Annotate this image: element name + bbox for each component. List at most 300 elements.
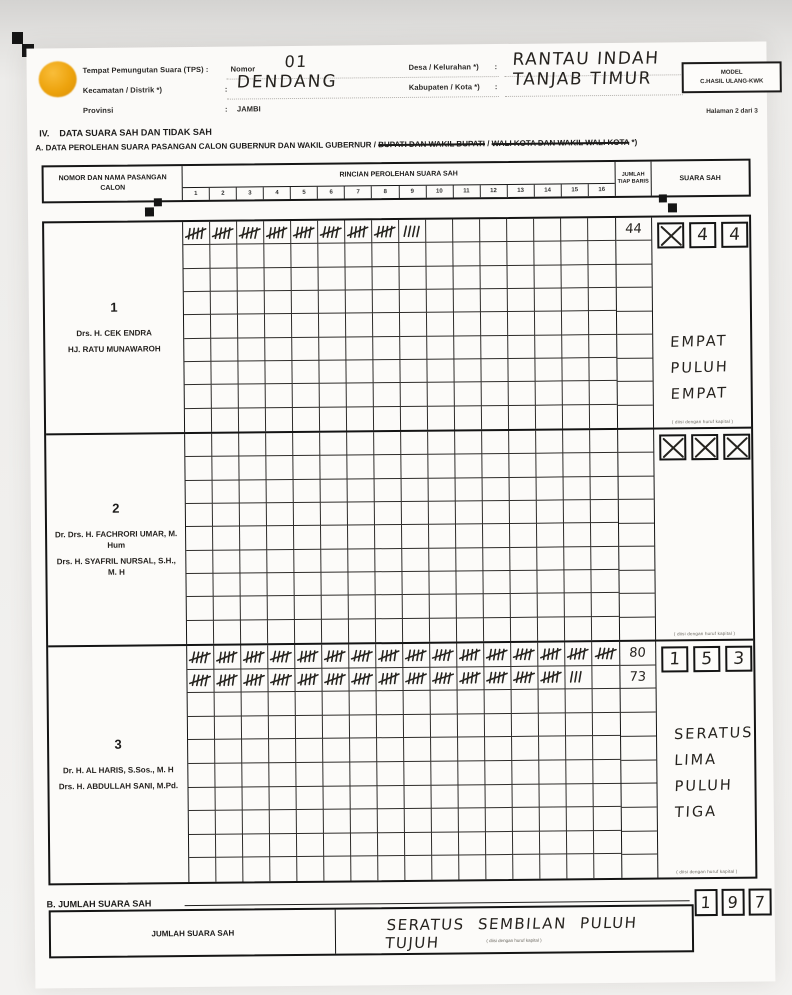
tally-cell (401, 383, 428, 407)
tally-cell (295, 645, 322, 669)
tally-cell (456, 478, 483, 502)
tally-cell (481, 336, 508, 360)
jumlah-suara-sah-boxes (695, 888, 772, 916)
tally-cell (400, 290, 427, 314)
tally-cell (399, 243, 426, 267)
tally-cell (293, 407, 320, 431)
tally-cell (377, 691, 404, 715)
suara-sah-cell (654, 429, 753, 640)
candidate-block (46, 429, 753, 648)
registration-mark (12, 32, 23, 44)
tally-cell (241, 669, 268, 693)
tally-cell (508, 289, 535, 313)
tally-cell (588, 218, 615, 242)
jumlah-suara-sah-label: JUMLAH SUARA SAH (51, 910, 336, 957)
tally-cell (455, 455, 482, 479)
tally-cell (184, 315, 211, 339)
tally-cell (319, 314, 346, 338)
tally-mark (350, 648, 374, 664)
tally-cell (482, 406, 509, 430)
tally-cell (482, 454, 509, 478)
tally-cell (427, 266, 454, 290)
tally-cell (402, 478, 429, 502)
tally-cell (405, 856, 432, 880)
tally-cell (210, 222, 237, 246)
tally-cell (428, 431, 455, 455)
tally-cell (539, 690, 566, 714)
candidate-names-cell (44, 222, 185, 433)
tally-cell (185, 457, 212, 481)
tally-cell (264, 244, 291, 268)
jumlah-suara-sah-digit-handwritten: 1 (700, 893, 712, 913)
tally-mark (373, 224, 397, 239)
tally-cell (429, 525, 456, 549)
tally-cell (374, 432, 401, 456)
tally-cell (321, 526, 348, 550)
tally-cell (564, 477, 591, 501)
tally-cell (429, 571, 456, 595)
tally-mark (458, 670, 483, 686)
tally-mark (350, 671, 374, 687)
tally-cell (376, 619, 403, 643)
tally-cell (270, 857, 297, 881)
jumlah-cell (617, 311, 652, 335)
jumlah-cell (619, 570, 654, 594)
tally-cell (510, 501, 537, 525)
tally-cell (455, 383, 482, 407)
tally-cell (319, 291, 346, 315)
suara-sah-digit-handwritten: 1 (668, 649, 681, 670)
kabupaten-label: Kabupaten / Kota *) (408, 82, 480, 92)
tally-cell (266, 384, 293, 408)
tally-cell (240, 527, 267, 551)
tally-cell (594, 854, 621, 878)
jumlah-cell (619, 500, 654, 524)
tally-cell (403, 595, 430, 619)
tally-cell (242, 716, 269, 740)
jumlah-value: 80 (629, 645, 647, 661)
tally-mark (211, 225, 235, 240)
tally-mark (566, 646, 590, 661)
tally-cell (566, 689, 593, 713)
tally-cell (291, 244, 318, 268)
tally-cell (593, 783, 620, 807)
tally-cell (403, 644, 430, 668)
tally-cell (540, 855, 567, 879)
jumlah-cell (620, 665, 655, 689)
tally-cell (592, 665, 619, 689)
tally-mark (377, 647, 402, 663)
tally-cell (536, 382, 563, 406)
colon: : (224, 104, 228, 114)
tally-cell (189, 787, 216, 811)
colon: : (494, 82, 498, 92)
tps-label: Tempat Pemungutan Suara (TPS) : (82, 64, 209, 76)
tally-cell (212, 385, 239, 409)
tally-cell (589, 311, 616, 335)
tally-cell (373, 313, 400, 337)
tally-cell (562, 265, 589, 289)
tally-cell (265, 291, 292, 315)
tally-cell (431, 714, 458, 738)
tally-cell (455, 431, 482, 455)
tally-cell (588, 241, 615, 265)
tick-number: 16 (598, 187, 606, 194)
tally-cell (188, 717, 215, 741)
tally-cell (346, 290, 373, 314)
tally-cell (481, 359, 508, 383)
tick-number: 1 (183, 188, 210, 200)
tally-cell (241, 620, 268, 644)
tally-cell (592, 617, 619, 641)
jumlah-cell (622, 831, 657, 855)
tally-cell (267, 550, 294, 574)
registration-mark (668, 203, 677, 212)
tally-mark (512, 646, 536, 662)
tally-cell (377, 762, 404, 786)
tally-cell (186, 550, 213, 574)
tally-cell (297, 834, 324, 858)
tally-cell (484, 643, 511, 667)
tally-cell (561, 218, 588, 242)
tally-cell (267, 526, 294, 550)
desa-value-handwritten: RANTAU INDAH (511, 48, 661, 70)
tally-cell (215, 693, 242, 717)
tally-cell (538, 594, 565, 618)
tally-cell (374, 407, 401, 431)
tally-cell (431, 691, 458, 715)
jumlah-suara-sah-box (695, 889, 718, 916)
tally-cell (459, 832, 486, 856)
tally-cell (482, 431, 509, 455)
tally-cell (373, 337, 400, 361)
tally-cell (295, 619, 322, 643)
tally-cell (186, 527, 213, 551)
tally-cell (320, 407, 347, 431)
tally-cell (321, 503, 348, 527)
tally-cell (563, 382, 590, 406)
tally-cell (536, 430, 563, 454)
tick-number: 4 (264, 187, 291, 199)
model-line2: C.HASIL ULANG-KWK (700, 77, 764, 85)
tally-cell (589, 358, 616, 382)
suara-sah-digit-handwritten: 4 (696, 225, 709, 246)
tally-cell (348, 526, 375, 550)
tally-cell (481, 312, 508, 336)
tally-mark (292, 224, 316, 239)
jumlah-value: 44 (624, 221, 643, 237)
tally-cell (405, 809, 432, 833)
tally-mark (184, 225, 209, 241)
tally-cell (348, 502, 375, 526)
tally-cell (213, 550, 240, 574)
tick-number: 8 (372, 186, 399, 198)
tally-grid (187, 642, 622, 882)
tally-cell (404, 738, 431, 762)
tally-cell (294, 479, 321, 503)
tally-cell (243, 787, 270, 811)
tally-cell (454, 313, 481, 337)
tally-mark (404, 671, 428, 686)
tally-cell (565, 642, 592, 666)
tally-cell (592, 593, 619, 617)
tally-cell (537, 477, 564, 501)
tally-cell (294, 503, 321, 527)
tally-cell (240, 503, 267, 527)
tally-cell (510, 477, 537, 501)
tally-cell (512, 737, 539, 761)
tally-cell (513, 808, 540, 832)
tally-cell (537, 524, 564, 548)
tally-cell (185, 408, 212, 432)
tally-cell (239, 457, 266, 481)
tally-cell (373, 267, 400, 291)
jumlah-cell (617, 264, 652, 288)
tally-cell (378, 809, 405, 833)
tally-cell (322, 619, 349, 643)
jumlah-cell (619, 547, 654, 571)
tally-cell (238, 268, 265, 292)
tally-cell (292, 291, 319, 315)
tally-cell (270, 834, 297, 858)
tally-cell (429, 548, 456, 572)
tally-cell (265, 338, 292, 362)
tally-cell (562, 312, 589, 336)
tally-cell (567, 855, 594, 879)
tally-cell (512, 784, 539, 808)
column-header-suara-sah: SUARA SAH (679, 174, 721, 182)
tally-cell (188, 740, 215, 764)
suara-sah-digit-handwritten: 3 (732, 648, 745, 669)
tally-cell (400, 336, 427, 360)
tally-cell (292, 314, 319, 338)
tally-mark (319, 224, 343, 240)
tally-cell (534, 218, 561, 242)
candidate-number: 2 (112, 501, 120, 517)
tick-number: 9 (399, 186, 426, 198)
tally-cell (426, 219, 453, 243)
tally-mark (431, 671, 455, 687)
jumlah-cell (621, 736, 656, 760)
candidate-name: Dr. Drs. H. FACHRORI UMAR, M. Hum (54, 529, 178, 551)
jumlah-cell (620, 642, 655, 666)
tally-cell (485, 785, 512, 809)
tally-cell (324, 857, 351, 881)
tally-cell (562, 335, 589, 359)
tally-cell (318, 221, 345, 245)
tally-cell (401, 432, 428, 456)
tally-cell (322, 596, 349, 620)
tally-cell (242, 740, 269, 764)
column-header-pasangan: NOMOR DAN NAMA PASANGAN CALON (44, 166, 183, 201)
tally-cell (508, 359, 535, 383)
tally-cell (351, 786, 378, 810)
tally-cell (511, 643, 538, 667)
tally-cell (590, 453, 617, 477)
candidate-name: HJ. RATU MUNAWAROH (67, 344, 161, 355)
tally-cell (454, 359, 481, 383)
tally-cell (242, 692, 269, 716)
column-header-rincian: RINCIAN PEROLEHAN SUARA SAH (339, 170, 458, 179)
tally-cell (186, 574, 213, 598)
tally-cell (484, 618, 511, 642)
tally-cell (350, 691, 377, 715)
tally-cell (564, 523, 591, 547)
tally-cell (348, 479, 375, 503)
tally-cell (454, 266, 481, 290)
tally-cell (268, 645, 295, 669)
tick-number: 6 (318, 187, 345, 199)
tally-cell (294, 573, 321, 597)
tally-cell (270, 810, 297, 834)
tally-cell (567, 807, 594, 831)
tally-cell (184, 338, 211, 362)
tally-cell (267, 573, 294, 597)
tally-cell (539, 784, 566, 808)
tally-mark (512, 670, 536, 686)
tally-cell (349, 596, 376, 620)
tally-cell (350, 739, 377, 763)
tally-mark (242, 673, 266, 688)
tally-cell (188, 764, 215, 788)
tally-cell (566, 737, 593, 761)
suara-sah-boxes (661, 646, 752, 673)
tick-number: 14 (535, 184, 562, 196)
suara-sah-cell (656, 641, 755, 878)
tally-cell (212, 408, 239, 432)
tally-cell (535, 288, 562, 312)
tally-cell (216, 811, 243, 835)
tally-mark (296, 672, 321, 688)
tally-cell (404, 691, 431, 715)
tally-cell (376, 644, 403, 668)
tally-cell (346, 267, 373, 291)
tally-mark (215, 673, 240, 689)
tally-cell (508, 312, 535, 336)
tally-cell (510, 571, 537, 595)
section-a-struck-walikota: WALI KOTA DAN WAKIL WALI KOTA (491, 137, 630, 149)
candidate-names-cell (48, 646, 189, 883)
tally-cell (404, 762, 431, 786)
tally-cell (485, 761, 512, 785)
tally-cell (428, 406, 455, 430)
tally-cell (349, 644, 376, 668)
tally-cell (295, 668, 322, 692)
jumlah-suara-sah-value-cell (336, 906, 692, 953)
suara-sah-box (689, 222, 716, 248)
candidate-number: 1 (110, 299, 118, 315)
suara-sah-word: LIMA (673, 751, 718, 770)
tally-cell (270, 787, 297, 811)
tally-cell (324, 810, 351, 834)
tally-cell (508, 335, 535, 359)
tally-cell (375, 502, 402, 526)
tally-cell (238, 361, 265, 385)
tally-mark (269, 672, 293, 688)
tally-cell (564, 570, 591, 594)
tally-mark (323, 672, 347, 687)
rincian-ticks (183, 183, 615, 200)
tally-cell (404, 785, 431, 809)
tally-cell (483, 571, 510, 595)
kecamatan-label: Kecamatan / Distrik *) (82, 85, 163, 96)
tally-mark (242, 649, 266, 664)
tally-cell (486, 855, 513, 879)
tally-cell (347, 407, 374, 431)
tally-cell (348, 572, 375, 596)
tally-cell (509, 405, 536, 429)
tally-cell (589, 335, 616, 359)
tally-cell (239, 385, 266, 409)
tally-cell (350, 715, 377, 739)
tally-cell (212, 457, 239, 481)
tally-cell (513, 855, 540, 879)
tally-cell (296, 692, 323, 716)
tally-cell (401, 406, 428, 430)
section-a-title (35, 137, 759, 153)
tally-cell (269, 692, 296, 716)
tally-cell (594, 831, 621, 855)
kapital-note: ( diisi dengan huruf kapital ) (673, 630, 736, 637)
tally-cell (404, 715, 431, 739)
tally-cell (484, 667, 511, 691)
tally-cell (403, 667, 430, 691)
tally-cell (265, 314, 292, 338)
tally-cell (291, 221, 318, 245)
tally-cell (237, 245, 264, 269)
tick-number: 7 (345, 186, 372, 198)
tally-cell (402, 548, 429, 572)
tally-cell (563, 454, 590, 478)
model-line1: MODEL (720, 69, 743, 76)
suara-sah-digit-handwritten: 5 (700, 649, 713, 670)
tally-cell (430, 667, 457, 691)
tally-cell (459, 808, 486, 832)
tally-cell (378, 786, 405, 810)
tick-number: 5 (291, 187, 318, 199)
suara-sah-box (693, 646, 720, 672)
candidate-block (48, 641, 755, 884)
tally-cell (211, 315, 238, 339)
tally-cell (297, 810, 324, 834)
column-header-rincian-wrap (183, 162, 616, 200)
tally-cell (187, 646, 214, 670)
jumlah-suara-sah-digit-handwritten: 7 (754, 892, 766, 912)
tally-cell (512, 690, 539, 714)
tally-cell (319, 267, 346, 291)
tally-cell (400, 313, 427, 337)
tally-cell (537, 547, 564, 571)
candidate-name: Dr. H. AL HARIS, S.Sos., M. H (62, 765, 174, 776)
tally-cell (427, 359, 454, 383)
tally-cell (324, 786, 351, 810)
tally-cell (428, 383, 455, 407)
tally-cell (405, 833, 432, 857)
tally-cell (323, 715, 350, 739)
tally-cell (349, 619, 376, 643)
tally-cell (565, 666, 592, 690)
tally-mark (404, 648, 428, 663)
tally-cell (482, 382, 509, 406)
jumlah-cell (621, 760, 656, 784)
suara-sah-word: PULUH (670, 359, 730, 377)
tally-cell (214, 669, 241, 693)
tally-cell (243, 834, 270, 858)
tally-cell (374, 383, 401, 407)
tally-cell (562, 358, 589, 382)
tally-cell (214, 620, 241, 644)
suara-sah-boxes (659, 434, 750, 461)
